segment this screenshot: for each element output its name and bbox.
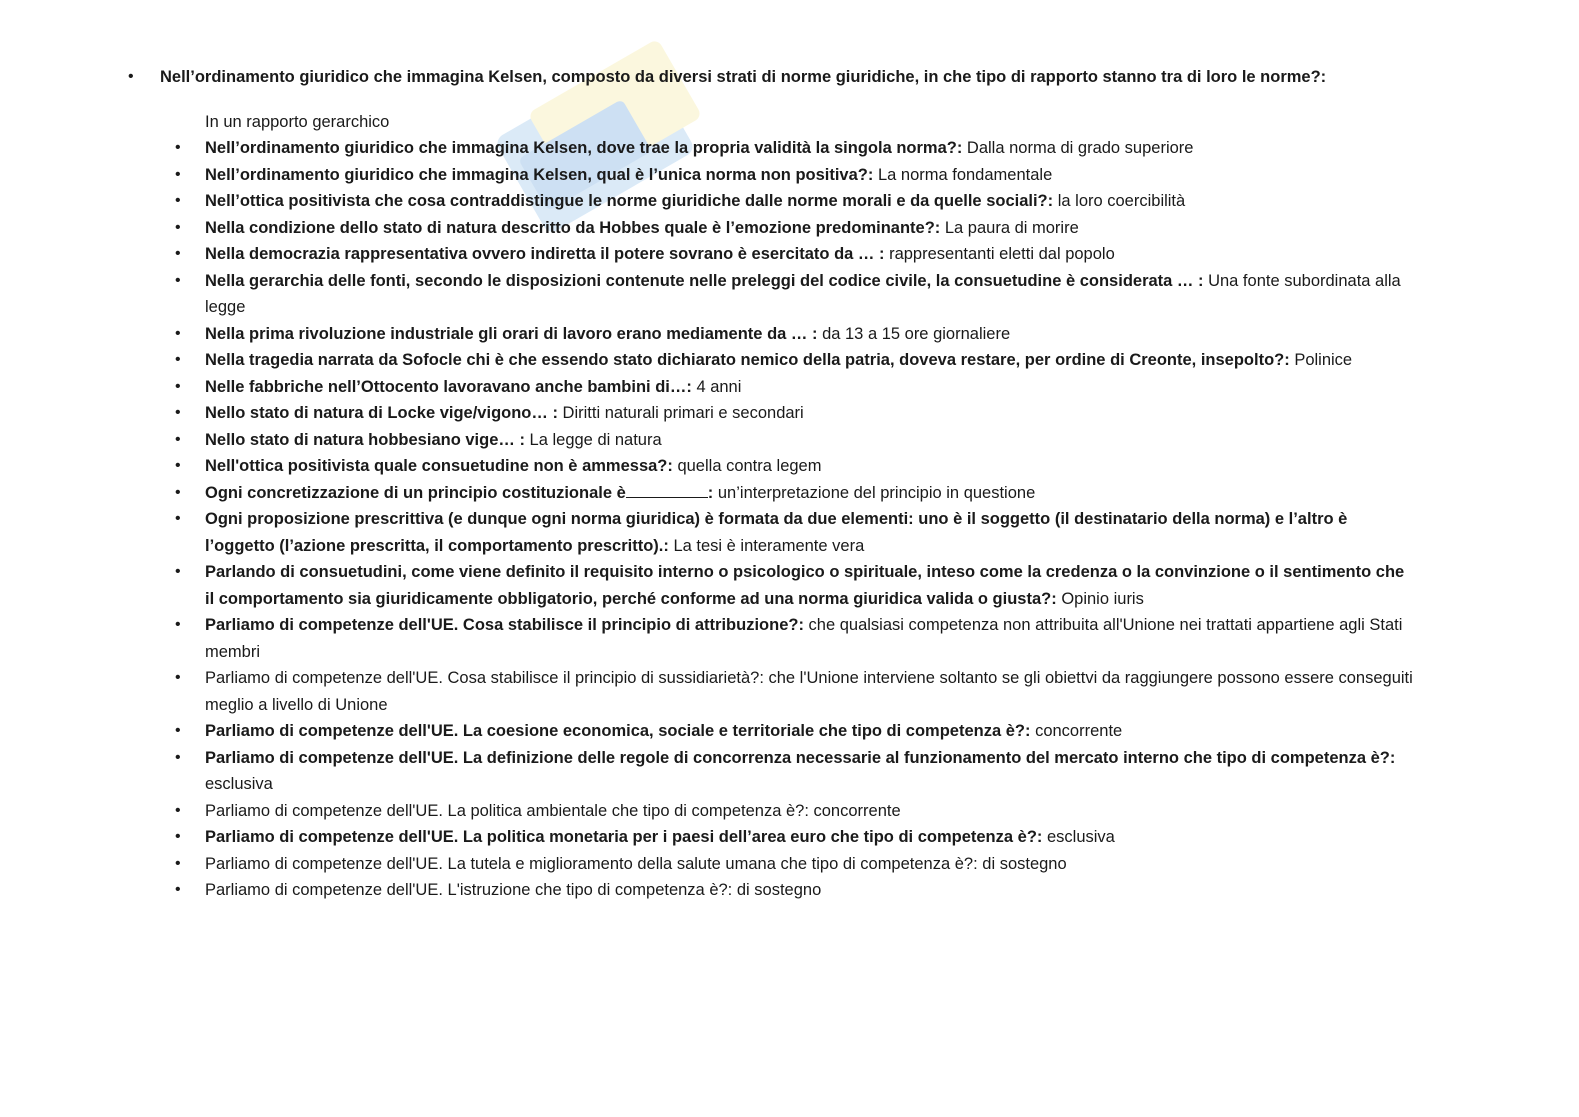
list-item (175, 851, 1415, 878)
answer-text: La paura di morire (940, 218, 1079, 237)
answer-text: Polinice (1289, 351, 1353, 369)
list-item (175, 480, 1415, 507)
question-text: Nell’ordinamento giuridico che immagina Kelsen, qual è l’unica norma non positiva?: (205, 165, 874, 184)
answer-text: La tesi è interamente vera (668, 536, 865, 555)
answer-text: che l'Unione interviene soltanto se gli obiettvi da raggiungere possono essere conseguiti meglio a livello di Unione (205, 669, 1413, 714)
question-text: Ogni proposizione prescrittiva (e dunque ogni norma giuridica) è formata da due elementi: uno è il soggetto (il destinatario della norma) e l’altro è l’oggetto (l’azione prescritta, il comportamento prescritto).: (205, 510, 1348, 555)
question-text: Nella gerarchia delle fonti, secondo le disposizioni contenute nelle preleggi del codice civile, la consuetudine è considerata … : (205, 271, 1204, 290)
question-text: Nella democrazia rappresentativa ovvero indiretta il potere sovrano è esercitato da … : (205, 245, 885, 263)
answer-text: rappresentanti eletti dal popolo (884, 245, 1115, 263)
list-item (175, 453, 1415, 480)
question-text: Parliamo di competenze dell'UE. Cosa stabilisce il principio di attribuzione?: (205, 616, 804, 634)
answer-text: Opinio iuris (1056, 589, 1144, 608)
answer-text: La norma fondamentale (873, 165, 1053, 184)
list-item (175, 347, 1415, 374)
list-item (175, 162, 1415, 189)
question-text: Nella condizione dello stato di natura descritto da Hobbes quale è l’emozione predominante?: (205, 218, 941, 237)
question-text: Nell'ottica positivista quale consuetudine non è ammessa?: (205, 457, 673, 475)
question-text: Nella tragedia narrata da Sofocle chi è che essendo stato dichiarato nemico della patria, doveva restare, per ordine di Creonte, insepolto?: (205, 351, 1290, 369)
list-item (175, 559, 1415, 612)
list-item (175, 798, 1415, 825)
list-item (175, 877, 1415, 904)
fill-in-blank (626, 483, 708, 498)
answer-text: Dalla norma di grado superiore (962, 139, 1194, 157)
answer-text: di sostegno (732, 881, 822, 899)
list-item (175, 745, 1415, 798)
question-text: Nella prima rivoluzione industriale gli orari di lavoro erano mediamente da … : (205, 324, 818, 343)
list-item (175, 718, 1415, 745)
answer-text: Diritti naturali primari e secondari (557, 404, 804, 422)
answer-text: la loro coercibilità (1053, 192, 1186, 210)
question-text: Nell’ordinamento giuridico che immagina Kelsen, dove trae la propria validità la singola norma?: (205, 139, 963, 157)
answer-text: esclusiva (1042, 828, 1115, 846)
answer-text: che qualsiasi competenza non attribuita all'Unione nei trattati appartiene agli Stati membri (205, 616, 1403, 661)
answer-text: di sostegno (977, 854, 1067, 873)
question-text: Nello stato di natura hobbesiano vige… : (205, 430, 525, 449)
question-text: Parliamo di competenze dell'UE. La tutela e miglioramento della salute umana che tipo di competenza è?: (205, 854, 978, 873)
question-text: Parliamo di competenze dell'UE. La coesione economica, sociale e territoriale che tipo di competenza è?: (205, 722, 1031, 740)
answer-text: esclusiva (205, 775, 273, 793)
question-text: Parliamo di competenze dell'UE. La definizione delle regole di concorrenza necessarie al funzionamento del mercato interno che tipo di competenza è?: (205, 748, 1396, 767)
top-answer: In un rapporto gerarchico (205, 113, 390, 131)
list-item (175, 241, 1415, 268)
list-item (175, 824, 1415, 851)
list-item (175, 321, 1415, 348)
answer-text: concorrente (1030, 722, 1123, 740)
question-text: Parlando di consuetudini, come viene definito il requisito interno o psicologico o spirituale, inteso come la credenza o la convinzione o il sentimento che il comportamento sia giuridicamente obbligatorio, perché conforme ad una norma giuridica valida o giusta?: (205, 563, 1405, 608)
list-item (175, 135, 1415, 162)
qa-list (175, 135, 1415, 904)
question-text: Nello stato di natura di Locke vige/vigono… : (205, 404, 558, 422)
question-text: Nell’ottica positivista che cosa contraddistingue le norme giuridiche dalle norme morali e da quelle sociali?: (205, 192, 1054, 210)
question-text: Ogni concretizzazione di un principio costituzionale è (205, 483, 626, 502)
top-question-text: Nell’ordinamento giuridico che immagina Kelsen, composto da diversi strati di norme giuridiche, in che tipo di rapporto stanno tra di loro le norme?: (160, 68, 1327, 86)
list-item (175, 612, 1415, 665)
list-item (175, 374, 1415, 401)
answer-text: un’interpretazione del principio in questione (713, 483, 1036, 502)
question-text: Parliamo di competenze dell'UE. La politica monetaria per i paesi dell’area euro che tipo di competenza è?: (205, 828, 1043, 846)
answer-text: Una fonte subordinata alla legge (205, 271, 1401, 316)
question-text: Parliamo di competenze dell'UE. La politica ambientale che tipo di competenza è?: (205, 801, 809, 820)
list-item (175, 665, 1415, 718)
answer-text: 4 anni (691, 377, 742, 396)
question-text: Nelle fabbriche nell’Ottocento lavoravano anche bambini di…: (205, 377, 692, 396)
answer-text: quella contra legem (672, 457, 822, 475)
list-item (175, 400, 1415, 427)
top-question (128, 64, 1460, 90)
list-item (175, 427, 1415, 454)
question-text: Parliamo di competenze dell'UE. Cosa stabilisce il principio di sussidiarietà?: (205, 669, 764, 687)
question-suffix: : (707, 483, 714, 502)
list-item (175, 188, 1415, 215)
answer-text: concorrente (808, 801, 901, 820)
list-item (175, 268, 1415, 321)
list-item (175, 215, 1415, 242)
answer-text: da 13 a 15 ore giornaliere (817, 324, 1011, 343)
question-text: Parliamo di competenze dell'UE. L'istruzione che tipo di competenza è?: (205, 881, 733, 899)
list-item (175, 506, 1415, 559)
answer-text: La legge di natura (524, 430, 662, 449)
